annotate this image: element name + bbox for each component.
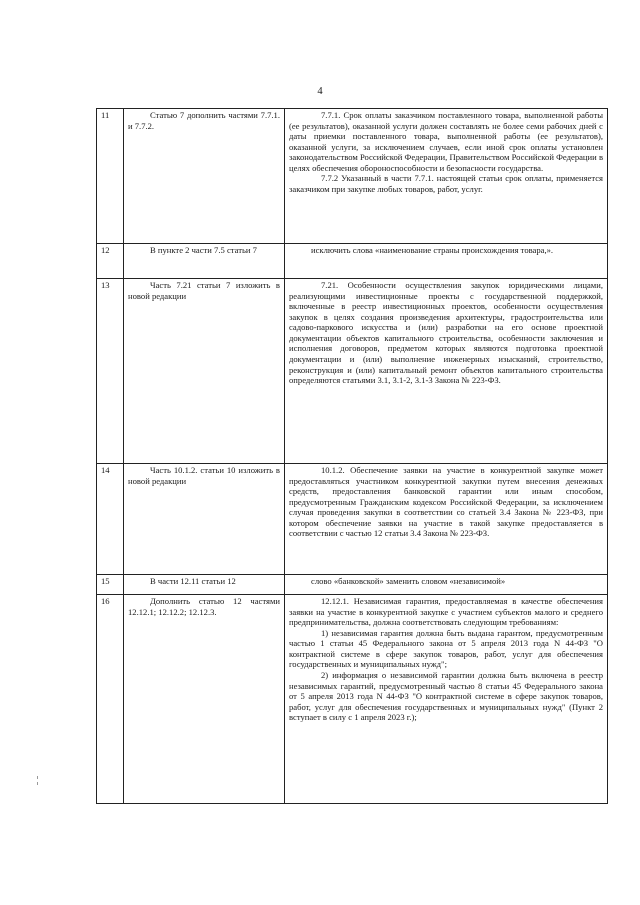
table-row [97, 109, 608, 244]
amendment-text [285, 595, 608, 804]
table-row [97, 279, 608, 464]
row-number: 16 [97, 595, 124, 804]
amendment-location-text: Часть 10.1.2. статьи 10 изложить в новой редакции [128, 465, 280, 486]
amendment-location [124, 109, 285, 244]
paragraph: 2) информация о независимой гарантии должна быть включена в реестр независимых гарантий, предусмотренный частью 8 статьи 45 Федерального закона от 5 апреля 2013 года N 44-ФЗ "О контрактной системе в сфере закупок товаров, работ, услуг для обеспечения государственных и муниципальных нужд" (Пункт 2 вступает в силу с 1 апреля 2023 г.); [289, 669, 603, 723]
paragraph: 12.12.1. Независимая гарантия, предоставляемая в качестве обеспечения заявки на участие в конкурентной закупке с участием субъектов малого и среднего предпринимательства, должна соответствовать следующим требованиям: [289, 596, 603, 628]
amendment-location [124, 575, 285, 595]
amendment-text [285, 464, 608, 575]
row-number: 15 [97, 575, 124, 595]
table-row [97, 244, 608, 279]
amendment-location [124, 464, 285, 575]
amendment-text [285, 244, 608, 279]
row-number: 12 [97, 244, 124, 279]
amendment-location [124, 595, 285, 804]
amendment-location-text: Статью 7 дополнить частями 7.7.1. и 7.7.2. [128, 110, 280, 131]
paragraph: 7.7.2 Указанный в части 7.7.1. настоящей статьи срок оплаты, применяется заказчиком при закупке любых товаров, работ, услуг. [289, 173, 603, 194]
paragraph: 1) независимая гарантия должна быть выдана гарантом, предусмотренным частью 1 статьи 45 Федерального закона от 5 апреля 2013 года N 44-ФЗ "О контрактной системе в сфере закупок товаров, работ, услуг для обеспечения государственных и муниципальных нужд"; [289, 627, 603, 670]
table-row [97, 595, 608, 804]
amendment-location-text: В части 12.11 статьи 12 [150, 576, 236, 586]
amendment-location [124, 279, 285, 464]
table-row [97, 575, 608, 595]
amendment-location [124, 244, 285, 279]
table-row [97, 464, 608, 575]
amendments-table [96, 108, 608, 804]
row-number: 13 [97, 279, 124, 464]
paragraph: 7.7.1. Срок оплаты заказчиком поставленного товара, выполненной работы (ее результатов), оказанной услуги должен составлять не более семи рабочих дней с даты приемки поставленного товара, выполненной работы (ее результатов), оказанной услуги, за исключением случаев, если иной срок оплаты установлен законодательством Российской Федерации, Правительством Российской Федерации в целях обеспечения обороноспособности и безопасности государства. [289, 110, 603, 173]
amendment-location-text: В пункте 2 части 7.5 статьи 7 [150, 245, 257, 255]
row-number: 14 [97, 464, 124, 575]
paragraph: 10.1.2. Обеспечение заявки на участие в конкурентной закупке может предоставляться участником конкурентной закупки путем внесения денежных средств, предоставления банковской гарантии или иным способом, предусмотренным Гражданским кодексом Российской Федерации, за исключением случая проведения закупки в соответствии со статьей 3.4 Закона № 223-ФЗ, при котором обеспечение заявки на участие в такой закупке предоставляется в соответствии с частью 12 статьи 3.4 Закона № 223-ФЗ. [289, 465, 603, 539]
margin-mark [37, 782, 38, 785]
page-number: 4 [317, 86, 323, 97]
paragraph: 7.21. Особенности осуществления закупок юридическими лицами, реализующими инвестиционные проекты с государственной поддержкой, включенные в реестр инвестиционных проектов, особенности осуществления закупок в целях создания произведения архитектуры, градостроительства или садово-паркового искусства и (или) разработки на его основе проектной документации объектов капитального строительства, особенности заключения и исполнения договоров, предметом которых являются подготовка проектной документации и (или) выполнение инженерных изысканий, строительство, реконструкция и (или) капитальный ремонт объектов капитального строительства определяются статьями 3.1, 3.1-2, 3.1-3 Закона № 223-ФЗ. [289, 280, 603, 386]
row-number: 11 [97, 109, 124, 244]
amendment-text [285, 279, 608, 464]
paragraph: слово «банковской» заменить словом «независимой» [311, 576, 506, 586]
amendment-text [285, 109, 608, 244]
amendment-location-text: Часть 7.21 статьи 7 изложить в новой редакции [128, 280, 280, 301]
paragraph: исключить слова «наименование страны происхождения товара,». [311, 245, 554, 255]
amendment-text [285, 575, 608, 595]
margin-mark [37, 776, 38, 779]
amendment-location-text: Дополнить статью 12 частями 12.12.1; 12.12.2; 12.12.3. [128, 596, 280, 617]
